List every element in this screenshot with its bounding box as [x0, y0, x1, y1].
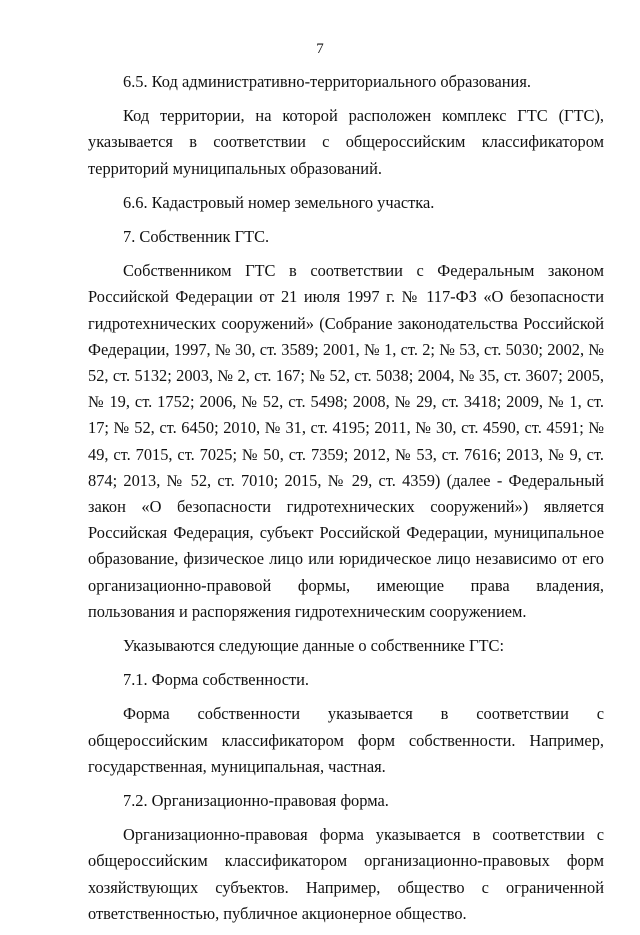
document-body: [88, 69, 604, 935]
section-7-heading: 7. Собственник ГТС.: [123, 227, 270, 247]
page-number: 7: [316, 41, 324, 57]
section-7-2-heading: 7.2. Организационно-правовая форма.: [123, 791, 389, 811]
section-6-5-text: Код территории, на которой расположен комплекс ГТС (ГТС), указывается в соответствии с общероссийским классификатором территорий муниципальных образований.: [88, 106, 604, 178]
section-6-6-heading: 6.6. Кадастровый номер земельного участка.: [123, 192, 435, 212]
section-6-5-heading: 6.5. Код административно-территориального образования.: [123, 72, 531, 91]
section-7-text: Собственником ГТС в соответствии с Федеральным законом Российской Федерации от 21 июля 1997 г. № 117-ФЗ «О безопасности гидротехнических сооружений» (Собрание законодательства Российской Федерации, 1997, № 30, ст. 3589; 2001, № 1, ст. 2; № 53, ст. 5030; 2002, № 52, ст. 5132; 2003, № 2, ст. 167; № 52, ст. 5038; 2004, № 35, ст. 3607; 2005, № 19, ст. 1752; 2006, № 52, ст. 5498; 2008, № 29, ст. 3418; 2009, № 1, ст. 17; № 52, ст. 6450; 2010, № 31, ст. 4195; 2011, № 30, ст. 4590, ст. 4591; № 49, ст. 7015, ст. 7025; № 50, ст. 7359; 2012, № 53, ст. 7616; 2013, № 9, ст. 874; 2013, № 52, ст. 7010; 2015, № 29, ст. 4359) (далее - Федеральный закон «О безопасности гидротехнических сооружений») является Российская Федерация, субъект Российской Федерации, муниципальное образование, физическое лицо или юридическое лицо независимо от его организационно-правовой формы, имеющие права владения, пользования и распоряжения гидротехническим сооружением.: [88, 261, 604, 621]
section-7-2-text: Организационно-правовая форма указывается в соответствии с общероссийским классификатором организационно-правовых форм хозяйствующих субъектов. Например, общество с ограниченной ответственностью, публичное акционерное общество.: [88, 825, 604, 923]
section-7-1-text: Форма собственности указывается в соответствии с общероссийским классификатором форм собственности. Например, государственная, муниципальная, частная.: [88, 704, 604, 776]
section-7-1-heading: 7.1. Форма собственности.: [123, 670, 310, 690]
owner-data-intro: Указываются следующие данные о собственнике ГТС:: [123, 636, 505, 656]
